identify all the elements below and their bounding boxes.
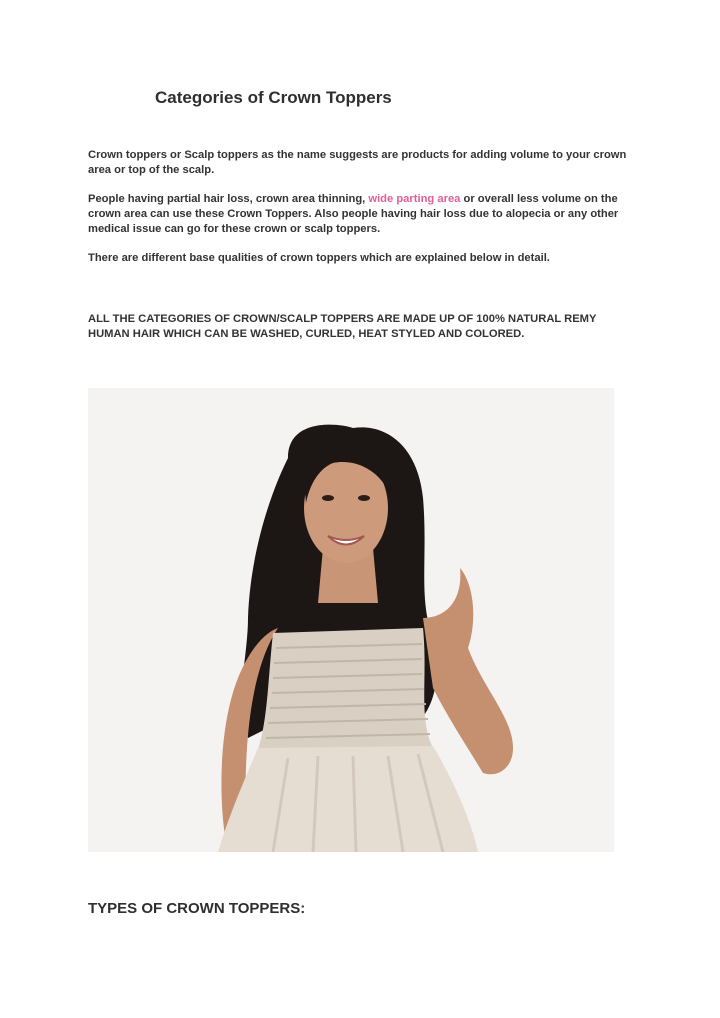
natural-hair-notice: ALL THE CATEGORIES OF CROWN/SCALP TOPPERS ARE MADE UP OF 100% NATURAL REMY HUMAN HAIR WHICH CAN BE WASHED, CURLED, HEAT STYLED AND COLORED. [88,313,597,340]
model-photo [88,388,614,852]
right-eye [358,495,370,501]
page-title: Categories of Crown Toppers [155,88,392,107]
hair-loss-paragraph [88,192,633,237]
paragraph-text-before-link: People having partial hair loss, crown area thinning, [88,193,369,205]
paragraph-text-after-link: or overall less volume on the crown area can use these Crown Toppers. Also people having hair loss due to alopecia or any other medical issue can go for these crown or scalp toppers. [88,193,619,235]
intro-paragraph: Crown toppers or Scalp toppers as the name suggests are products for adding volume to your crown area or top of the scalp. [88,149,627,176]
types-heading: TYPES OF CROWN TOPPERS: [88,900,306,917]
left-eye [322,495,334,501]
wide-parting-area-link[interactable]: wide parting area [368,193,461,205]
base-qualities-paragraph: There are different base qualities of crown toppers which are explained below in detail. [88,252,550,264]
